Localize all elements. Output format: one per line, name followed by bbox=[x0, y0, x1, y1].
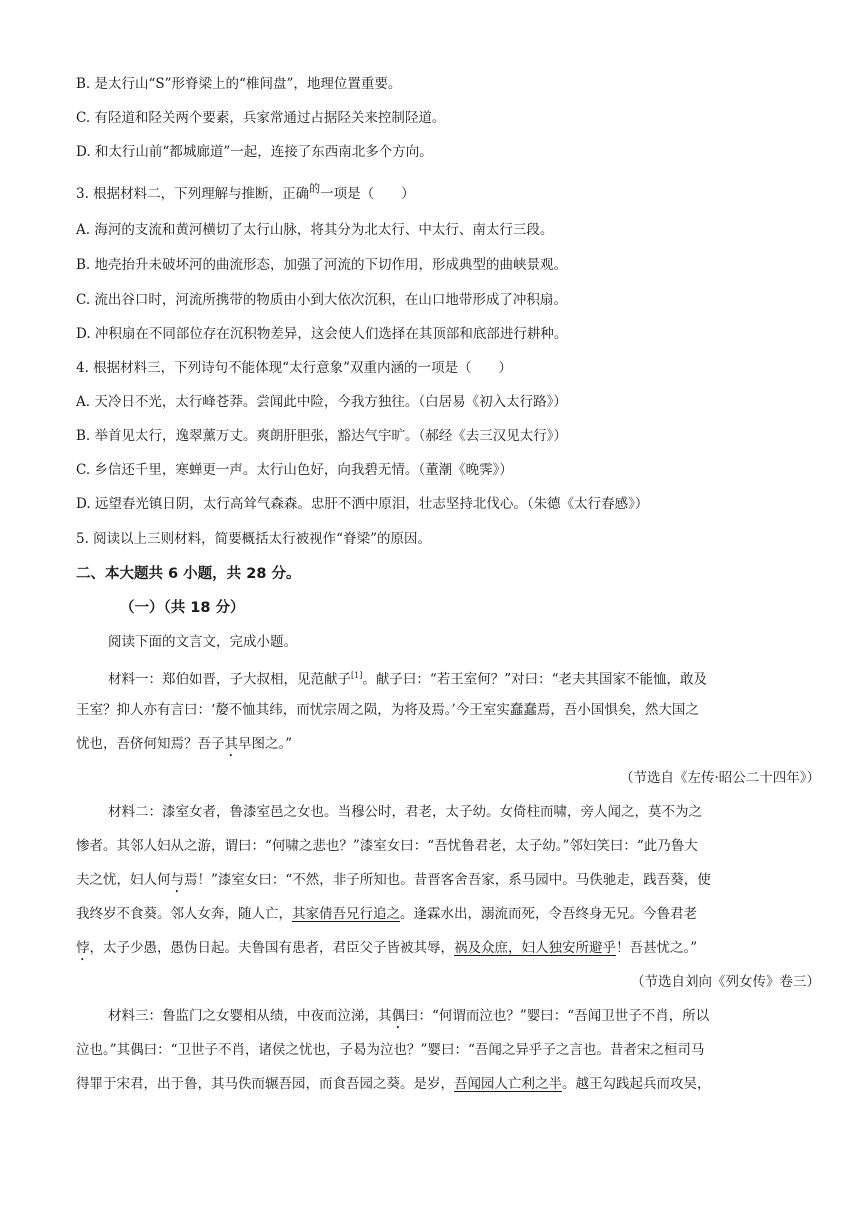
q4-option-d: D. 远望春光镇日阴，太行高耸气森森。忠肝不洒中原泪，壮志坚持北伐心。（朱德《太行春感》） bbox=[76, 496, 649, 512]
material-one-line-3: 忧也，吾侪何知焉？吾子其早图之。” bbox=[76, 736, 293, 752]
underlined-phrase: 其家倩吾兄行追之 bbox=[292, 906, 400, 922]
q4-option-a: A. 天冷日不光，太行峰苍莽。尝闻此中险，今我方独往。（白居易《初入太行路》） bbox=[76, 394, 567, 410]
material-two-source: （节选自刘向《列女传》卷三） bbox=[631, 974, 820, 990]
material-two-line-4: 我终岁不食葵。邻人女奔，随人亡，其家倩吾兄行追之。逢霖水出，溺流而死，令吾终身无兄。今鲁君老 bbox=[76, 906, 697, 922]
underlined-phrase: 祸及众庶，妇人独安所避乎 bbox=[454, 940, 616, 956]
section-two-heading: 二、本大题共 6 小题，共 28 分。 bbox=[76, 566, 301, 582]
q2-option-c: C. 有陉道和陉关两个要素，兵家常通过占据陉关来控制陉道。 bbox=[76, 110, 446, 126]
material-one-source: （节选自《左传·昭公二十四年》） bbox=[619, 770, 820, 786]
q2-option-d: D. 和太行山前“都城廊道”一起，连接了东西南北多个方向。 bbox=[76, 144, 433, 160]
material-two-line-3: 夫之忧，妇人何与焉！”漆室女曰：“不然，非子所知也。昔晋客舍吾家，系马园中。马佚驰走，践吾葵，使 bbox=[76, 872, 711, 888]
material-three-line-2: 泣也。”其偶曰：“卫世子不肖，诸侯之忧也，子曷为泣也？”婴曰：“吾闻之异乎子之言也。昔者宋之桓司马 bbox=[76, 1042, 705, 1058]
q3-option-d: D. 冲积扇在不同部位存在沉积物差异，这会使人们选择在其顶部和底部进行耕种。 bbox=[76, 326, 568, 342]
material-one-line-2: 王室？抑人亦有言曰：‘嫠不恤其纬，而忧宗周之陨，为将及焉。’今王室实蠢蠢焉，吾小国惧矣，然大国之 bbox=[76, 702, 699, 718]
material-two-line-1: 材料二：漆室女者，鲁漆室邑之女也。当穆公时，君老，太子幼。女倚柱而啸，旁人闻之，莫不为之 bbox=[108, 804, 702, 820]
q5-stem: 5. 阅读以上三则材料，简要概括太行被视作“脊梁”的原因。 bbox=[76, 531, 431, 547]
q4-option-b: B. 举首见太行，逸翠薰万丈。爽朗肝胆张，豁达气宇旷。（郝经《去三汉见太行》） bbox=[76, 428, 568, 444]
q3-option-c: C. 流出谷口时，河流所携带的物质由小到大依次沉积，在山口地带形成了冲积扇。 bbox=[76, 292, 567, 308]
q3-option-a: A. 海河的支流和黄河横切了太行山脉，将其分为北太行、中太行、南太行三段。 bbox=[76, 222, 554, 238]
q4-option-c: C. 乡信还千里，寒蝉更一声。太行山色好，向我碧无情。（董潮《晚霁》） bbox=[76, 462, 513, 478]
reading-instruction: 阅读下面的文言文，完成小题。 bbox=[108, 634, 297, 650]
q3-option-b: B. 地壳抬升未破坏河的曲流形态，加强了河流的下切作用，形成典型的曲峡景观。 bbox=[76, 257, 568, 273]
q3-stem: 3. 根据材料二，下列理解与推断，正确$^的$一项是（ ） bbox=[76, 182, 415, 202]
material-two-line-5: 悖，太子少愚，愚伪日起。夫鲁国有患者，君臣父子皆被其辱，祸及众庶，妇人独安所避乎！吾甚忧之。” bbox=[76, 940, 698, 956]
footnote-mark: [1] bbox=[351, 671, 363, 680]
material-one-line-1: 材料一：郑伯如晋，子大叔相，见范献子[1]。献子曰：“若王室何？”对曰：“老夫其国家不能恤，敢及 bbox=[108, 671, 708, 688]
q2-option-b: B. 是太行山“S”形脊梁上的“椎间盘”，地理位置重要。 bbox=[76, 76, 402, 92]
material-three-line-1: 材料三：鲁监门之女婴相从绩，中夜而泣涕，其偶曰：“何谓而泣也？”婴曰：“吾闻卫世子不肖，所以 bbox=[108, 1008, 710, 1024]
subsection-one-heading: （一）（共 18 分） bbox=[120, 600, 245, 616]
q4-stem: 4. 根据材料三，下列诗句不能体现“太行意象”双重内涵的一项是（ ） bbox=[76, 360, 512, 376]
underlined-phrase: 吾闻园人亡利之半 bbox=[454, 1076, 562, 1092]
material-two-line-2: 惨者。其邻人妇从之游，谓曰：“何啸之悲也？”漆室女曰：“吾忧鲁君老，太子幼。”邻妇笑曰：“此乃鲁大 bbox=[76, 838, 698, 854]
material-three-line-3: 得罪于宋君，出于鲁，其马佚而辗吾园，而食吾园之葵。是岁，吾闻园人亡利之半。越王勾践起兵而攻吴， bbox=[76, 1076, 711, 1092]
